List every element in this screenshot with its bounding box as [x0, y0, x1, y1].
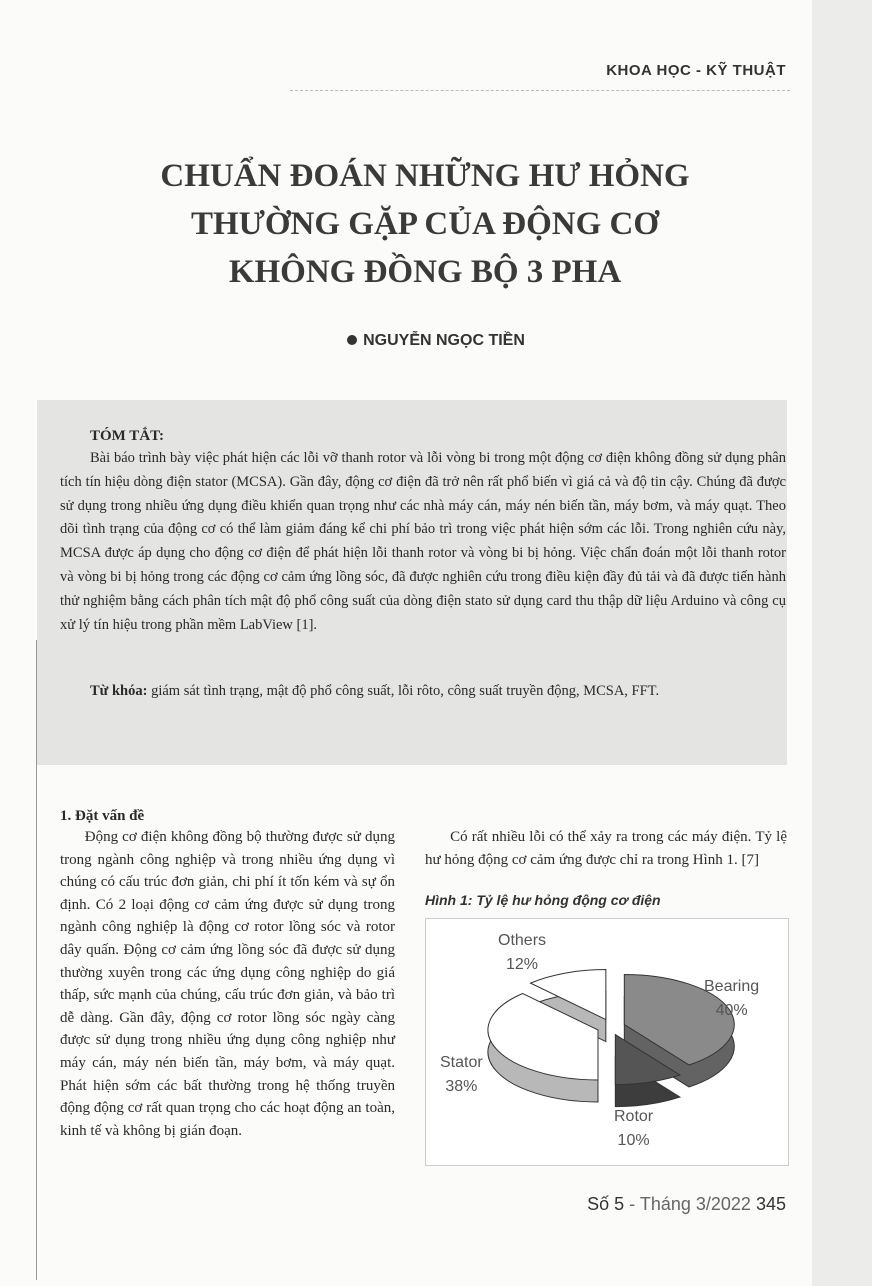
label-others: Others 12%: [498, 932, 547, 973]
title-line: KHÔNG ĐỒNG BỘ 3 PHA: [228, 254, 622, 290]
page-footer: [587, 1194, 786, 1215]
issue-number: Số 5: [587, 1194, 625, 1214]
pie-chart: [425, 918, 789, 1166]
scan-margin: [812, 0, 872, 1286]
page-number: 345: [755, 1194, 786, 1214]
figure-caption: Hình 1: Tỷ lệ hư hỏng động cơ điện: [425, 892, 661, 908]
section-heading: 1. Đặt vấn đề: [60, 808, 145, 824]
author: [0, 332, 872, 350]
header-divider: [290, 90, 790, 91]
section-header: KHOA HỌC - KỸ THUẬT: [606, 62, 786, 79]
keywords: [60, 680, 786, 704]
abstract-text: Bài báo trình bày việc phát hiện các lỗi vỡ thanh rotor và lỗi vòng bi trong một động cơ điện không đồng sử dụng phân tích tín hiệu dòng điện stator (MCSA). Gần đây, động cơ điện đã trở nên rất phổ biến vì giá cả và độ tin cậy. Chúng đã được sử dụng trong nhiều ứng dụng điều khiển quan trọng như các nhà máy cán, máy nén biến tần, máy bơm, và máy quạt. Theo dõi tình trạng của động cơ có thể làm giảm đáng kể chi phí bảo trì trong việc phát hiện sớm các lỗi. Trong nghiên cứu này, MCSA được áp dụng cho động cơ điện để phát hiện lỗi thanh rotor và vòng bi bị hỏng. Việc chẩn đoán một lỗi thanh rotor và vòng bi bị hỏng trong các động cơ cảm ứng lồng sóc, đã được nghiên cứu trong điều kiện đầy đủ tải và đã được tiến hành thử nghiệm bằng cách phân tích mật độ phổ công suất của dòng điện stato sử dụng card thu thập dữ liệu Arduino và công cụ xử lý tín hiệu trong phần mềm LabView [1].: [60, 450, 786, 633]
keywords-label: Từ khóa:: [90, 683, 148, 699]
body-column-left: Động cơ điện không đồng bộ thường được sử dụng trong ngành công nghiệp và trong nhiều ứng dụng vì chúng có cấu trúc đơn giản, chi phí ít tốn kém và sự ổn định. Có 2 loại động cơ cảm ứng được sử dụng trong ngành công nghiệp là động cơ rotor lồng sóc và rotor dây quấn. Động cơ cảm ứng lồng sóc đã được sử dụng thường xuyên trong các ứng dụng công nghiệp do giá thấp, sức mạnh của chúng, cấu trúc đơn giản, và bảo trì dễ dàng. Gần đây, động cơ rotor lồng sóc ngày càng được sử dụng trong nhiều ứng dụng công nghiệp như máy cán, máy nén biến tần, máy bơm, và máy quạt. Phát hiện sớm các bất thường trong hệ thống truyền động động cơ rất quan trọng cho các hoạt động an toàn, kinh tế và không bị gián đoạn.: [60, 829, 395, 1139]
label-bearing: Bearing 40%: [704, 978, 760, 1019]
pie-chart-svg: [426, 919, 788, 1165]
article-title: [80, 152, 770, 296]
label-stator: Stator 38%: [440, 1054, 483, 1095]
title-line: THƯỜNG GẶP CỦA ĐỘNG CƠ: [190, 206, 660, 242]
bullet-icon: [347, 335, 357, 345]
issue-date: - Tháng 3/2022: [624, 1194, 751, 1214]
body-column-right: Có rất nhiều lỗi có thể xảy ra trong các máy điện. Tỷ lệ hư hỏng động cơ cảm ứng được chỉ ra trong Hình 1. [7]: [425, 829, 787, 868]
abstract-heading: TÓM TẮT:: [90, 428, 165, 444]
title-line: CHUẨN ĐOÁN NHỮNG HƯ HỎNG: [160, 158, 690, 194]
label-rotor: Rotor 10%: [614, 1108, 654, 1149]
keywords-text: giám sát tình trạng, mật độ phổ công suất, lỗi rôto, công suất truyền động, MCSA, FFT.: [147, 683, 660, 699]
author-name: NGUYỄN NGỌC TIỀN: [363, 332, 525, 349]
